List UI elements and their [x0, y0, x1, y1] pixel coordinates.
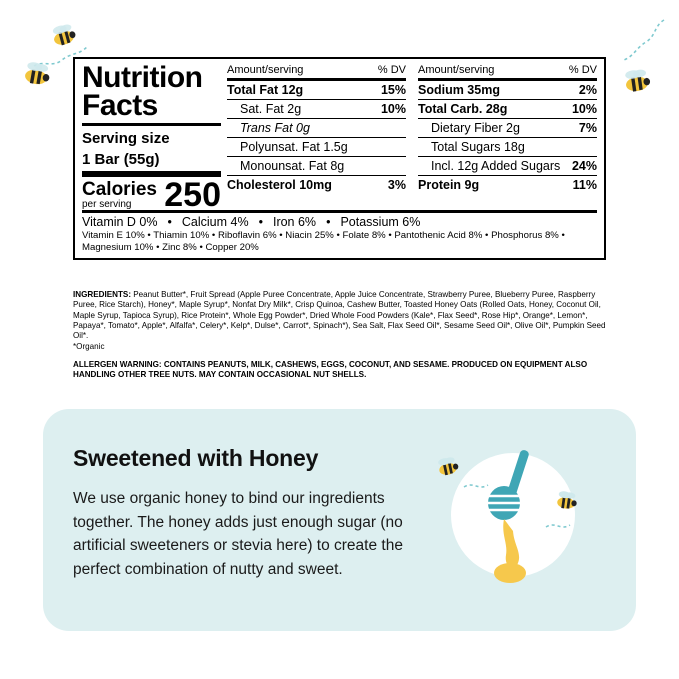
vitamins-block — [82, 210, 597, 253]
table-row — [227, 175, 406, 194]
nutrient-name: Trans Fat 0g — [240, 121, 310, 135]
ingredients-text: Peanut Butter*, Fruit Spread (Apple Puree Concentrate, Apple Juice Concentrate, Strawberry Puree, Blueberry Puree, Raspberry Puree, Rice Starch), Honey*, Maple Syrup*, Nonfat Dry Milk*, Crisp Quinoa, Cashew Butter, Toasted Honey Oats (Rolled Oats, Honey, Coconut Oil, Maple Syrup, Tapioca Syrup), Rice Protein*, Whole Egg Powder*, Dried Whole Food Powders (Kale*, Flax Seed*, Rose Hip*, Orange*, Lemon*, Papaya*, Tomato*, Apple*, Alfalfa*, Celery*, Kelp*, Dulse*, Carrot*, Spinach*), Sea Salt, Flax Seed Oil*, Sesame Seed Oil*, Olive Oil*, Pumpkin Seed Oil*. — [73, 290, 606, 341]
nutrition-facts-title: Nutrition Facts — [82, 61, 203, 122]
nutrient-name: Monounsat. Fat 8g — [240, 159, 345, 173]
nutrient-name: Total Sugars 18g — [431, 140, 525, 154]
percent-dv-header: % DV — [568, 64, 597, 76]
calories-sublabel: per serving — [82, 199, 132, 211]
nutrient-name: Total Carb. 28g — [418, 102, 508, 116]
vitamin-item: Vitamin D 0% — [82, 215, 158, 230]
ingredients-footnote: *Organic — [73, 341, 105, 351]
table-row — [227, 81, 406, 99]
table-row — [418, 175, 597, 194]
table-row — [418, 137, 597, 156]
bullet-separator: • — [326, 215, 331, 230]
ingredients-block — [73, 290, 607, 352]
table-row — [227, 99, 406, 118]
vitamins-secondary-text: Vitamin E 10% • Thiamin 10% • Riboflavin 6% • Niacin 25% • Folate 8% • Pantothenic Acid 8% • Phosphorus 8% • Magnesium 10% • Zinc 8% • Copper 20% — [82, 230, 565, 253]
vitamin-item: Iron 6% — [272, 215, 317, 230]
nutrient-name: Incl. 12g Added Sugars — [431, 159, 561, 173]
serving-size-label: Serving size — [82, 130, 170, 148]
calories-label: Calories — [82, 179, 157, 201]
table-row — [227, 118, 406, 137]
nutrient-dv: 3% — [387, 178, 406, 192]
calories-value: 250 — [164, 176, 221, 215]
table-row — [418, 81, 597, 99]
table-row — [227, 137, 406, 156]
nutrient-dv: 24% — [571, 159, 597, 173]
table-row — [418, 156, 597, 175]
nutrition-facts-panel — [73, 57, 606, 260]
nutrient-dv: 15% — [380, 83, 406, 97]
nutrient-name: Sat. Fat 2g — [240, 102, 302, 116]
nutrient-dv: 2% — [578, 83, 597, 97]
calories-label-group — [82, 180, 157, 210]
bullet-separator: • — [167, 215, 172, 230]
bee-icon-right — [612, 62, 664, 106]
amount-per-serving-header: Amount/serving — [227, 64, 304, 76]
allergen-warning: ALLERGEN WARNING: CONTAINS PEANUTS, MILK, CASHEWS, EGGS, COCONUT, AND SESAME. PRODUCED ON EQUIPMENT ALSO HANDLING OTHER TREE NUTS. MAY CONTAIN OCCASIONAL NUT SHELLS. — [73, 360, 588, 380]
calories-row — [82, 176, 221, 215]
honey-card-body: We use organic honey to bind our ingredients together. The honey adds just enough sugar (no artificial sweeteners or stevia here) to create the perfect combination of nutty and sweet. — [73, 490, 403, 578]
nutrient-name: Cholesterol 10mg — [227, 178, 332, 192]
nutrient-column-right-header — [418, 64, 597, 78]
honey-card-heading: Sweetened with Honey — [73, 445, 319, 471]
nutrient-dv: 10% — [571, 102, 597, 116]
bee-icon-left — [12, 56, 62, 98]
nutrient-column-left-header — [227, 64, 406, 78]
nutrient-column-left — [227, 64, 412, 210]
nutrient-column-right — [412, 64, 597, 210]
amount-per-serving-header: Amount/serving — [418, 64, 495, 76]
vitamin-item: Calcium 4% — [181, 215, 249, 230]
ingredients-label: INGREDIENTS: — [73, 290, 132, 299]
bee-icon-top-right — [610, 14, 672, 66]
nutrient-dv: 7% — [578, 121, 597, 135]
percent-dv-header: % DV — [377, 64, 406, 76]
honey-dipper-icon — [418, 427, 608, 617]
table-row — [418, 118, 597, 137]
nutrient-name: Dietary Fiber 2g — [431, 121, 520, 135]
nutrition-summary-column — [82, 61, 227, 215]
honey-info-card — [43, 409, 636, 631]
serving-size-value: 1 Bar (55g) — [82, 151, 160, 169]
nutrient-dv: 11% — [572, 178, 597, 192]
nutrient-name: Total Fat 12g — [227, 83, 304, 97]
table-row — [418, 99, 597, 118]
table-row — [227, 156, 406, 175]
vitamins-primary-row — [82, 215, 597, 230]
vitamin-item: Potassium 6% — [340, 215, 421, 230]
nutrient-name: Polyunsat. Fat 1.5g — [240, 140, 348, 154]
nutrient-name: Sodium 35mg — [418, 83, 500, 97]
bullet-separator: • — [258, 215, 263, 230]
nutrient-name: Protein 9g — [418, 178, 480, 192]
nutrient-dv: 10% — [380, 102, 406, 116]
